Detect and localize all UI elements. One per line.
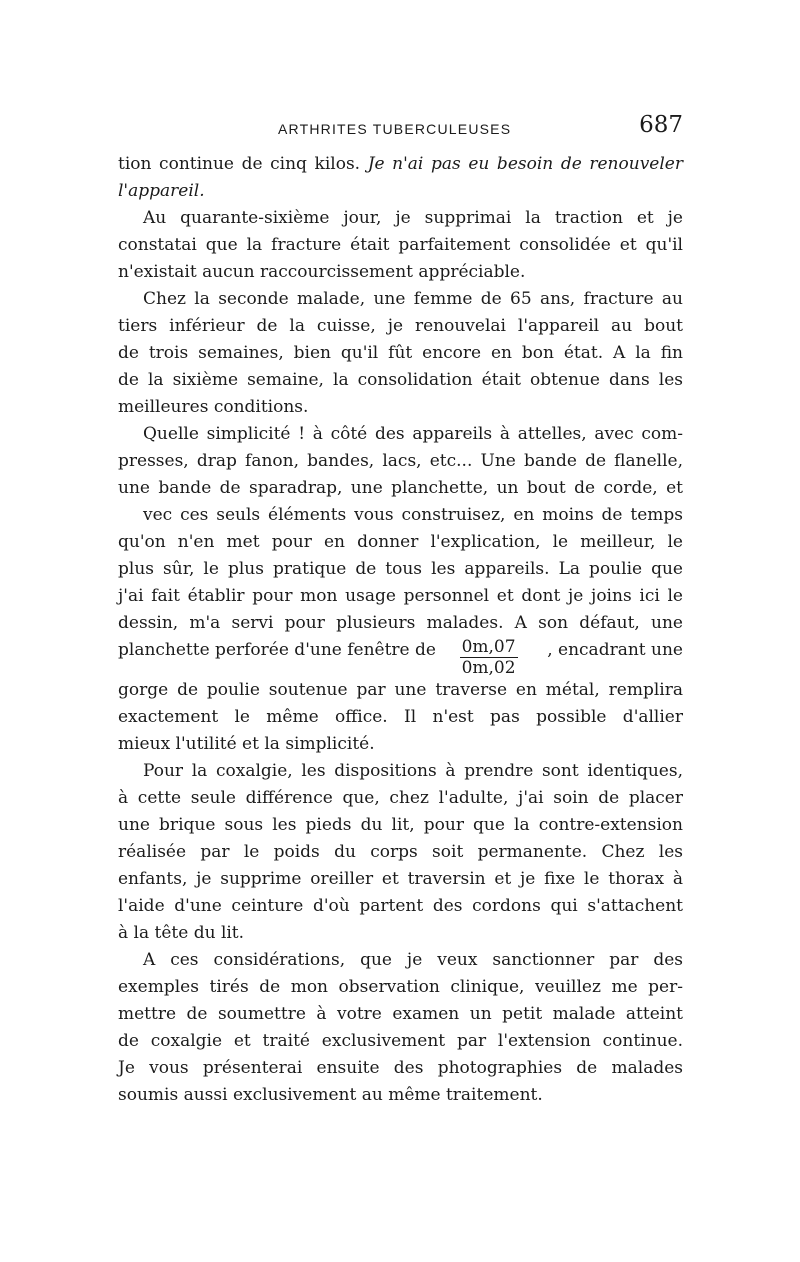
text-line: qu'on n'en met pour en donner l'explication, le meilleur, le [118,532,683,552]
text-line: constatai que la fracture était parfaitement consolidée et qu'il [118,235,683,255]
text-line: Quelle simplicité ! à côté des appareils à attelles, avec com- [143,424,683,444]
fraction-line [118,637,683,677]
text-line: Je vous présenterai ensuite des photographies de malades [118,1058,683,1078]
text-line: mettre de soumettre à votre examen un petit malade atteint [118,1004,683,1024]
text-line: enfants, je supprime oreiller et traversin et je fixe le thorax à [118,869,683,889]
text-line: à cette seule différence que, chez l'adulte, j'ai soin de placer [118,788,683,808]
text-line: gorge de poulie soutenue par une traverse en métal, remplira [118,680,683,700]
text-line: mieux l'utilité et la simplicité. [118,734,375,754]
italic-run: Je n'ai pas eu besoin de renouveler [367,154,683,174]
text-line: meilleures conditions. [118,397,309,417]
text-line: tiers inférieur de la cuisse, je renouvelai l'appareil au bout [118,316,683,336]
fraction-denominator: 0m,02 [461,658,516,678]
fraction-numerator: 0m,07 [461,637,516,657]
text-line: exemples tirés de mon observation clinique, veuillez me per- [118,977,683,997]
page-header [118,112,683,146]
page-number: 687 [639,112,683,138]
fraction-with-tail [460,637,518,678]
text-line: dessin, m'a servi pour plusieurs malades. A son défaut, une [118,613,683,633]
text-line: l'aide d'une ceinture d'où partent des cordons qui s'attachent [118,896,683,916]
text-line: une brique sous les pieds du lit, pour que la contre-extension [118,815,683,835]
text-line: j'ai fait établir pour mon usage personnel et dont je joins ici le [118,586,683,606]
text-line: soumis aussi exclusivement au même traitement. [118,1085,543,1105]
text-line [118,151,683,178]
text-line: presses, drap fanon, bandes, lacs, etc... Une bande de flanelle, [118,451,683,471]
running-title: ARTHRITES TUBERCULEUSES [278,121,512,137]
text-line: Au quarante-sixième jour, je supprimai la traction et je [143,208,683,228]
text-line: A ces considérations, que je veux sanctionner par des [143,950,683,970]
text-run: , encadrant une [547,640,683,660]
text-line: réalisée par le poids du corps soit permanente. Chez les [118,842,683,862]
text-line: n'existait aucun raccourcissement appréciable. [118,262,526,282]
text-line: de trois semaines, bien qu'il fût encore en bon état. A la fin [118,343,683,363]
italic-run: l'appareil. [118,181,205,201]
text-line: plus sûr, le plus pratique de tous les appareils. La poulie que [118,559,683,579]
dimension-fraction [460,637,518,678]
text-line: de coxalgie et traité exclusivement par l'extension continue. [118,1031,683,1051]
text-run: tion continue de cinq kilos. [118,154,368,174]
text-line [118,178,683,205]
body-text [118,151,683,1109]
text-line: à la tête du lit. [118,923,245,943]
text-line: vec ces seuls éléments vous construisez, en moins de temps [143,505,683,525]
text-line: de la sixième semaine, la consolidation était obtenue dans les [118,370,683,390]
text-line: exactement le même office. Il n'est pas possible d'allier [118,707,683,727]
text-line: Chez la seconde malade, une femme de 65 ans, fracture au [143,289,683,309]
text-line: Pour la coxalgie, les dispositions à prendre sont identiques, [143,761,683,781]
text-run: planchette perforée d'une fenêtre de [118,640,436,660]
text-line: une bande de sparadrap, une planchette, un bout de corde, et [118,478,683,498]
